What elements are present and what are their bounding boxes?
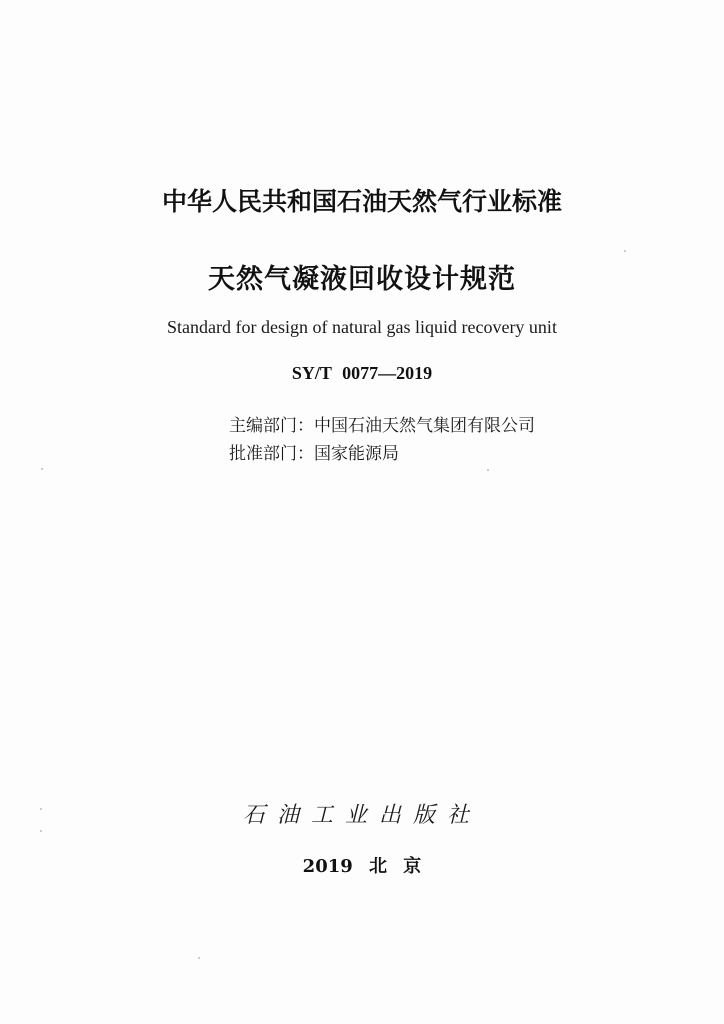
series-title: 中华人民共和国石油天然气行业标准 [161, 187, 562, 216]
publisher-name: 石油工业出版社 [242, 803, 481, 828]
main-title: 天然气凝液回收设计规范 [208, 264, 516, 295]
standard-number: SY/T 0077—2019 [291, 363, 433, 383]
english-title: Standard for design of natural gas liquid recovery unit [167, 317, 557, 337]
scan-speck [487, 469, 489, 471]
scan-speck [40, 808, 42, 810]
editor-department: 主编部门：中国石油天然气集团有限公司 [229, 416, 535, 436]
scan-speck [40, 830, 42, 832]
scan-speck [624, 250, 626, 252]
approving-department: 批准部门：国家能源局 [229, 444, 399, 464]
scan-speck [198, 957, 200, 959]
scan-speck [41, 468, 43, 470]
publication-place-year: 2019 北 京 [302, 856, 422, 877]
